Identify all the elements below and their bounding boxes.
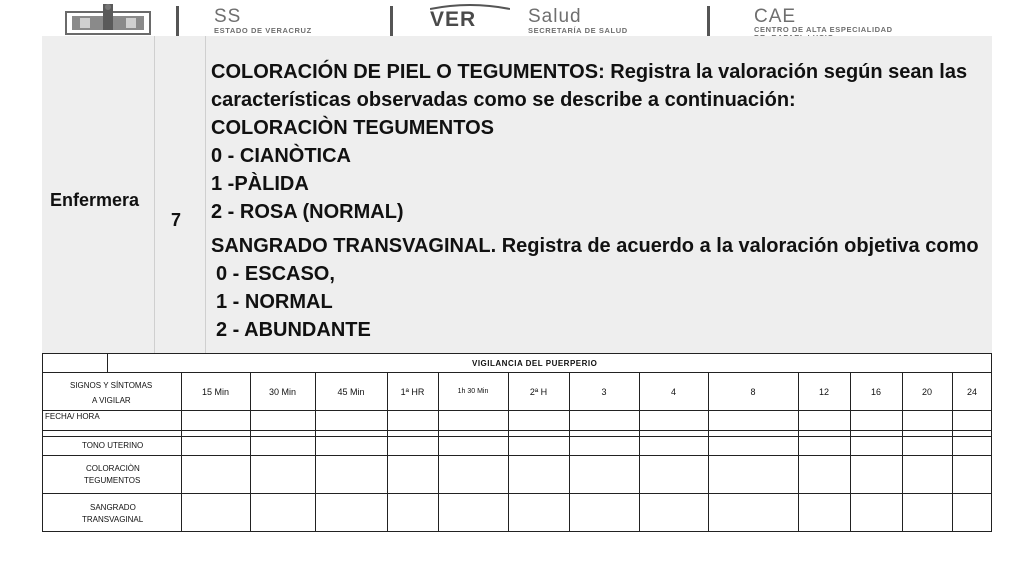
- time-header: 30 Min: [268, 387, 296, 397]
- time-header: 1h 30 Min: [457, 388, 489, 395]
- signs-label: SIGNOS Y SÍNTOMAS: [70, 381, 153, 390]
- instruction-line: 0 - ESCASO,: [216, 263, 335, 285]
- bleeding-label: SANGRADO: [90, 503, 136, 512]
- header-separator: [390, 6, 393, 36]
- skin-color-label-2: TEGUMENTOS: [84, 476, 141, 485]
- instruction-line: 2 - ROSA (NORMAL): [211, 201, 404, 223]
- ss-logo-text: SS: [214, 6, 242, 27]
- time-header: 16: [870, 387, 881, 397]
- ver-logo-text: VER: [430, 8, 477, 31]
- cae-logo-text: CAE: [754, 6, 797, 27]
- number-column: [154, 36, 206, 354]
- time-header: 12: [818, 387, 829, 397]
- bleeding-label-2: TRANSVAGINAL: [82, 515, 144, 524]
- skin-color-label: COLORACIÒN: [86, 464, 140, 473]
- instruction-line: COLORACIÓN DE PIEL O TEGUMENTOS: Registra la valoración según sean las: [211, 61, 968, 83]
- header-logos: [0, 0, 1024, 40]
- time-header: 4: [670, 387, 676, 397]
- instruction-line: SANGRADO TRANSVAGINAL. Registra de acuerdo a la valoración objetiva como: [211, 235, 979, 257]
- time-header: 3: [601, 387, 607, 397]
- instruction-line: 1 -PÀLIDA: [211, 173, 309, 195]
- instruction-line: 2 - ABUNDANTE: [216, 319, 371, 341]
- instruction-line: 0 - CIANÒTICA: [211, 145, 351, 167]
- time-header: 20: [921, 387, 932, 397]
- time-header: 1ª HR: [400, 387, 425, 397]
- time-header: 8: [750, 387, 756, 397]
- instruction-line: 1 - NORMAL: [216, 291, 333, 313]
- instructions-text: [211, 58, 991, 344]
- time-header: 15 Min: [201, 387, 229, 397]
- time-header: 45 Min: [337, 387, 365, 397]
- puerperium-watch-form: [42, 350, 992, 532]
- date-time-label: FECHA/ HORA: [45, 412, 100, 421]
- uterine-tone-label: TONO UTERINO: [82, 441, 144, 450]
- state-seal-logo: [58, 2, 158, 36]
- to-watch-label: A VIGILAR: [92, 396, 131, 405]
- ss-logo-subtext: ESTADO DE VERACRUZ: [214, 26, 312, 35]
- time-header: 24: [966, 387, 977, 397]
- form-title: VIGILANCIA DEL PUERPERIO: [472, 359, 598, 368]
- time-header: 2ª H: [529, 387, 548, 397]
- salud-logo-text: Salud: [528, 6, 582, 27]
- header-separator: [176, 6, 179, 36]
- instruction-line: características observadas como se describe a continuación:: [211, 89, 796, 111]
- item-number: 7: [171, 210, 182, 230]
- header-separator: [707, 6, 710, 36]
- cae-logo-subtext: CENTRO DE ALTA ESPECIALIDAD: [754, 25, 893, 34]
- role-label: Enfermera: [50, 190, 140, 210]
- instruction-line: COLORACIÒN TEGUMENTOS: [211, 117, 494, 139]
- salud-logo-subtext: SECRETARÍA DE SALUD: [528, 26, 628, 35]
